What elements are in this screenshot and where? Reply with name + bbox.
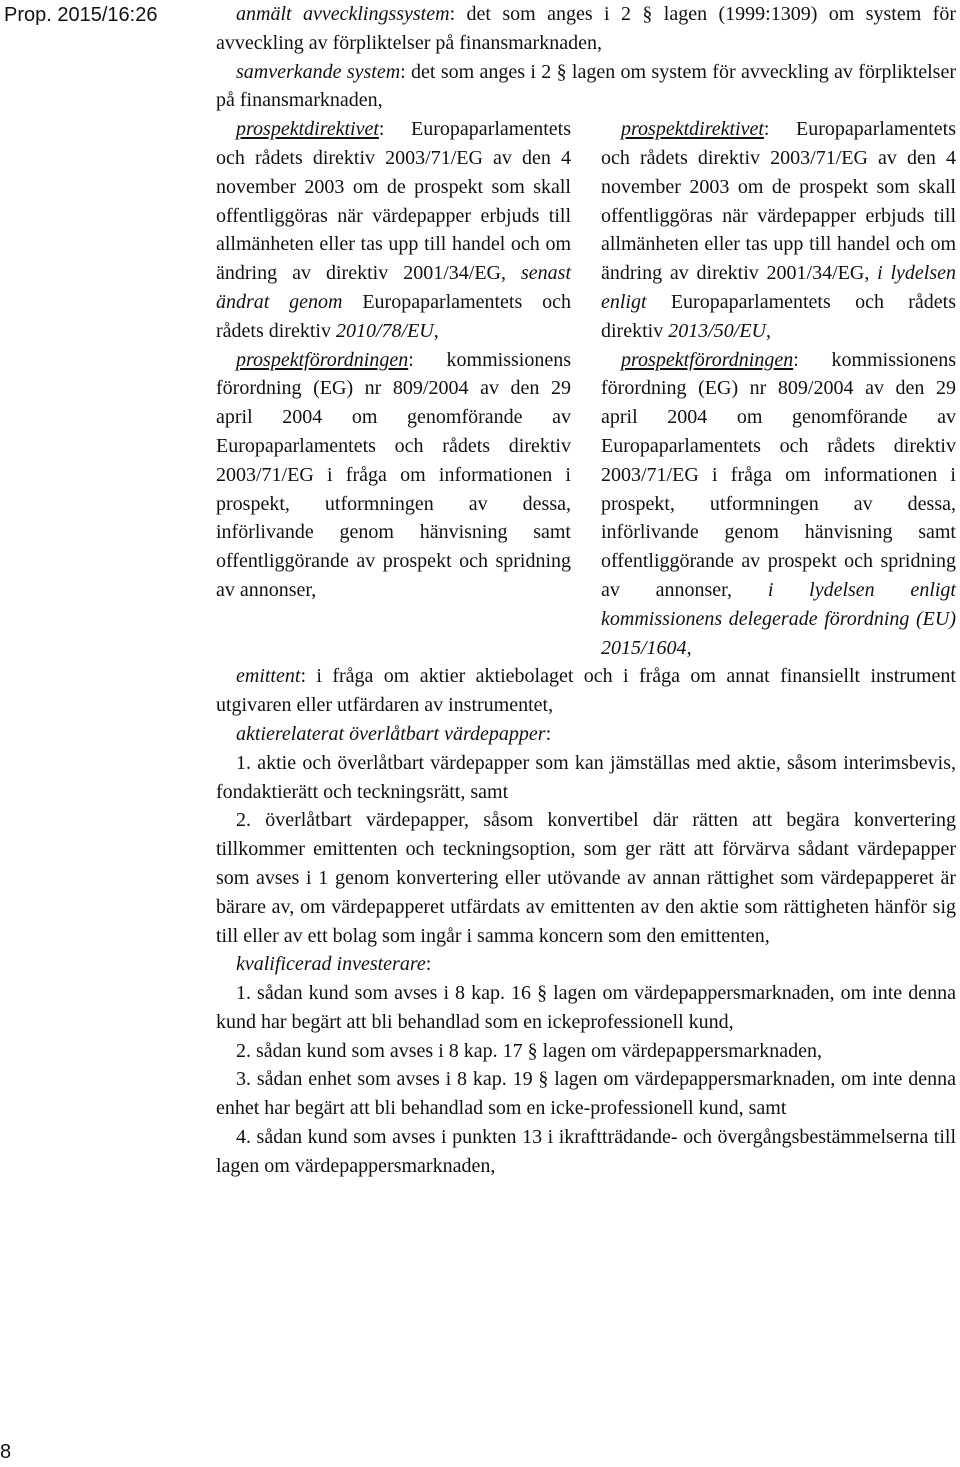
definition-text: : kommissionens förordning (EG) nr 809/2004 av den 29 april 2004 om genomförande av Europaparlamentets och rådets direktiv 2003/71/EG i fråga om informationen i prospekt, utformningen av dessa, införlivande genom hänvisning samt offentliggörande av prospekt och spridning av annonser, <box>601 348 956 601</box>
term-prospektforordningen: prospektförordningen <box>621 348 794 371</box>
punctuation: : <box>545 722 552 745</box>
term-samverkande-system: samverkande system <box>236 60 401 83</box>
definition-prospektdirektivet-current <box>216 115 571 345</box>
list-item-akt-1: 1. aktie och överlåtbart värdepapper som kan jämställas med aktie, såsom interimsbevis, fondaktierätt och teckningsrätt, samt <box>216 751 956 803</box>
comparison-columns <box>216 115 956 662</box>
definition-prospektforordningen-current <box>216 346 571 605</box>
definition-aktierelaterat-heading <box>216 720 956 749</box>
current-wording-column <box>216 115 571 662</box>
term-prospektdirektivet: prospektdirektivet <box>236 118 379 141</box>
definition-text: : Europaparlamentets och rådets direktiv 2003/71/EG av den 4 november 2003 om de prospekt som skall offentliggöras när värdepapper erbjuds till allmänheten eller tas upp till handel och om ändring av direktiv 2001/34/EG, <box>216 118 571 285</box>
term-anmalt-avvecklingssystem: anmält avvecklingssystem <box>236 3 450 25</box>
proposition-reference: Prop. 2015/16:26 <box>4 4 158 26</box>
term-emittent: emittent <box>236 665 301 688</box>
proposed-wording-column <box>601 115 956 662</box>
definition-text: : i fråga om aktier aktiebolaget och i fråga om annat finansiellt instrument utgivaren eller utfärdaren av instrumentet, <box>216 665 956 717</box>
page-number: 8 <box>0 1441 12 1463</box>
punctuation: , <box>433 319 439 342</box>
definition-text: : det som anges i 2 § lagen (1999:1309) om system för avveckling av förpliktelser på finansmarknaden, <box>216 3 956 54</box>
definition-kvalificerad-heading <box>216 950 956 979</box>
definition-prospektforordningen-proposed <box>601 346 956 663</box>
definition-samverkande-system <box>216 58 956 116</box>
punctuation: , <box>766 319 771 342</box>
definition-text: Europaparlamentets och rådets direktiv <box>601 290 956 342</box>
directive-reference: 2010/78/EU <box>335 319 434 342</box>
definition-text: Europaparlamentets och rådets direktiv <box>216 290 571 342</box>
definition-text: : kommissionens förordning (EG) nr 809/2004 av den 29 april 2004 om genomförande av Europaparlamentets och rådets direktiv 2003/71/EG i fråga om informationen i prospekt, utformningen av dessa, införlivande genom hänvisning samt offentliggörande av prospekt och spridning av annonser, <box>216 348 571 601</box>
definition-text: : Europaparlamentets och rådets direktiv 2003/71/EG av den 4 november 2003 om de prospekt som skall offentliggöras när värdepapper erbjuds till allmänheten eller tas upp till handel och om ändring av direktiv 2001/34/EG, <box>601 118 956 285</box>
definition-prospektdirektivet-proposed <box>601 115 956 345</box>
list-item-kval-4: 4. sådan kund som avses i punkten 13 i ikraftträdande- och övergångsbestämmelserna till lagen om värdepappersmarknaden, <box>216 1126 956 1177</box>
amendment-phrase: i lydelsen enligt kommissionens delegerade förordning (EU) 2015/1604 <box>601 578 956 659</box>
list-item-kval-3: 3. sådan enhet som avses i 8 kap. 19 § lagen om värdepappersmarknaden, om inte denna enhet har begärt att bli behandlad som en icke-professionell kund, samt <box>216 1068 956 1120</box>
definition-anmalt-avvecklingssystem <box>216 0 956 58</box>
term-prospektforordningen: prospektförordningen <box>236 348 409 371</box>
amendment-phrase: senast ändrat genom <box>216 262 571 313</box>
term-kvalificerad-investerare: kvalificerad investerare <box>236 953 426 976</box>
amendment-phrase: i lydelsen enligt <box>601 262 956 313</box>
punctuation: , <box>686 636 692 659</box>
list-item-kval-2: 2. sådan kund som avses i 8 kap. 17 § lagen om värdepappersmarknaden, <box>236 1039 822 1062</box>
term-aktierelaterat: aktierelaterat överlåtbart värdepapper <box>236 722 546 745</box>
list-item-akt-2: 2. överlåtbart värdepapper, såsom konvertibel där rätten att begära konvertering tillkommer emittenten och teckningsoption, som ger rätt att förvärva sådant värdepapper som avses i 1 genom konvertering eller utövande av annan rättighet som värdepapperet är bärare av, om värdepapperet utfärdats av emittenten av den aktie som rättigheten hänför sig till eller av ett bolag som ingår i samma koncern som den emittenten, <box>216 809 956 947</box>
definition-emittent <box>216 662 956 720</box>
list-item-kval-1: 1. sådan kund som avses i 8 kap. 16 § lagen om värdepappersmarknaden, om inte denna kund har begärt att bli behandlad som en ickeprofessionell kund, <box>216 982 956 1033</box>
punctuation: : <box>425 953 432 976</box>
document-body <box>216 0 956 1181</box>
directive-reference: 2013/50/EU <box>668 319 766 342</box>
definition-text: : det som anges i 2 § lagen om system för avveckling av förpliktelser på finansmarknaden, <box>216 60 956 112</box>
term-prospektdirektivet: prospektdirektivet <box>621 118 764 141</box>
